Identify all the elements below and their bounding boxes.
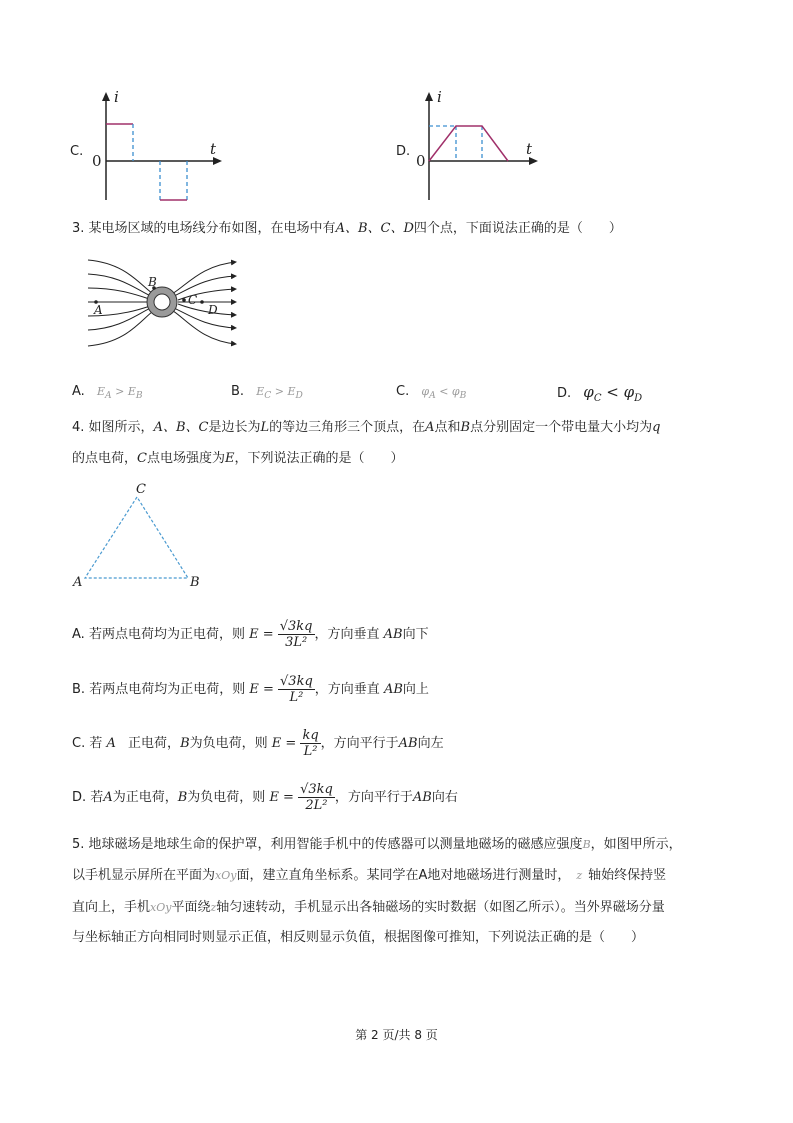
q4-option-b-num: √3kq <box>280 674 313 689</box>
q3-label-c: C <box>188 293 198 307</box>
q4-option-c-den: L² <box>303 744 318 759</box>
graph-d <box>396 90 556 205</box>
q4-l2-C: C <box>137 451 147 466</box>
q4-label-c: C <box>136 482 146 497</box>
q4-option-b-tail: 向上 <box>402 682 429 697</box>
q3-label-d: D <box>208 303 218 317</box>
q4-option-d-mid: 为正电荷， <box>112 790 178 805</box>
q5-l3-xoy: xOy <box>150 901 172 914</box>
q3-option-d-key: D. <box>557 386 572 401</box>
q4-option-d-tail: 向右 <box>431 790 458 805</box>
q5-line3 <box>72 898 665 918</box>
q3-option-c-key: C. <box>396 384 410 399</box>
field-line-bot-3b <box>178 304 236 315</box>
q3-option-d-s2: D <box>634 393 643 404</box>
graph-c-i-label: i <box>114 88 119 106</box>
graph-c-t-label: t <box>210 140 217 158</box>
q4-option-a-tail: 向下 <box>402 627 429 642</box>
q5-line1 <box>72 835 682 855</box>
q4-option-d-ab: AB <box>412 790 432 805</box>
q3-label-a: A <box>94 303 103 317</box>
q4-option-c-mid: 正电荷， <box>128 736 181 751</box>
q4-option-a-ab: AB <box>383 627 403 642</box>
q4-stem-line2 <box>72 449 404 469</box>
q4-l2b: 点电场强度为 <box>146 451 225 466</box>
q4-option-c-post: ，方向平行于 <box>320 736 399 751</box>
q3-option-d-op: < <box>606 383 619 401</box>
q4-option-a-key: A. <box>72 627 85 642</box>
q5-l3-z: z <box>210 901 217 914</box>
graph-d-i-label: i <box>437 88 442 106</box>
q3-charge-core <box>154 294 170 310</box>
q4-option-b[interactable] <box>72 670 429 710</box>
q3-point-d <box>200 300 204 304</box>
q4-option-d-num: √3kq <box>300 782 333 797</box>
q4-option-c-num: kq <box>302 728 319 743</box>
q4-option-d-b: B <box>177 790 188 805</box>
q3-label-b: B <box>148 275 157 289</box>
q4-option-a-frac <box>278 619 315 650</box>
q3-option-b-e1: E <box>256 385 265 398</box>
q4-l1a: 如图所示， <box>88 420 154 435</box>
q3-option-b-op: > <box>274 385 284 398</box>
q4-option-a-den: 3L² <box>285 635 308 650</box>
q4-option-c-pre: 若 <box>89 736 103 751</box>
q5-l2-xoy: xOy <box>215 869 237 882</box>
graph-d-t-arrow <box>529 157 538 165</box>
q4-option-a-post: ，方向垂直 <box>314 627 380 642</box>
q4-option-b-frac <box>278 674 315 705</box>
q5-l1-B: B <box>582 838 591 851</box>
q5-l1b: ，如图甲所示， <box>590 837 682 852</box>
q4-l1c: 的等边三角形三个顶点，在 <box>269 420 426 435</box>
q4-option-c-tail: 向左 <box>417 736 444 751</box>
q4-option-c-ab: AB <box>398 736 418 751</box>
field-line-top-3 <box>88 288 156 301</box>
q3-option-b[interactable] <box>231 382 303 406</box>
q4-option-b-ab: AB <box>383 682 403 697</box>
q3-number: 3. <box>72 221 85 236</box>
q5-line4 <box>72 928 644 948</box>
q4-option-c-b: B <box>180 736 190 751</box>
q3-stem-text-a: 某电场区域的电场线分布如图，在电场中有 <box>88 221 336 236</box>
q4-l1-L: L <box>260 420 270 435</box>
graph-c <box>70 90 240 205</box>
q5-number: 5. <box>72 837 85 852</box>
q4-l1-q: q <box>652 420 661 435</box>
q4-l2a: 的点电荷， <box>72 451 138 466</box>
q3-option-c-op: < <box>439 385 449 398</box>
q4-l2-E: E <box>224 451 235 466</box>
q3-option-a-key: A. <box>72 384 85 399</box>
q4-option-a-lhs: E = <box>249 627 274 642</box>
q3-option-a-e2: E <box>127 385 136 398</box>
q5-line2 <box>72 866 666 886</box>
q4-option-b-lhs: E = <box>249 682 274 697</box>
q4-option-c-frac <box>300 728 320 759</box>
q4-option-b-pre: 若两点电荷均为正电荷，则 <box>89 682 246 697</box>
q4-option-d-mid2: 为负电荷，则 <box>187 790 266 805</box>
q3-stem <box>72 219 622 239</box>
q5-l3c: 轴匀速转动，手机显示出各轴磁场的实时数据（如图乙所示）。当外界磁场分量 <box>216 900 665 915</box>
q3-option-c-s2: B <box>459 390 467 402</box>
graph-d-current-trapezoid <box>429 126 508 161</box>
graph-c-option-label: C. <box>70 144 84 159</box>
q3-point-c <box>182 298 186 302</box>
q3-option-b-s2: D <box>295 390 303 402</box>
q4-option-d[interactable] <box>72 778 458 818</box>
q4-option-c[interactable] <box>72 724 444 764</box>
q3-option-c-e1: φ <box>421 385 430 398</box>
page-footer: 第 2 页/共 8 页 <box>355 1028 438 1042</box>
field-line-top-3b <box>178 289 236 300</box>
q4-option-c-lhs: E = <box>271 736 297 751</box>
q4-option-c-key: C. <box>72 736 86 751</box>
q3-option-a-s1: A <box>104 390 112 402</box>
q3-option-a[interactable] <box>72 382 143 406</box>
q4-option-a-pre: 若两点电荷均为正电荷，则 <box>88 627 245 642</box>
q4-l1e: 点分别固定一个带电量大小均为 <box>470 420 653 435</box>
graph-d-t-label: t <box>526 140 533 158</box>
q4-l1-pts: A、B、C <box>153 420 209 435</box>
q3-option-d-e2: φ <box>623 383 635 401</box>
q4-option-d-pre: 若 <box>90 790 104 805</box>
q5-l2a: 以手机显示屏所在平面为 <box>72 868 216 883</box>
q4-option-d-post: ，方向平行于 <box>334 790 413 805</box>
q3-field-lines <box>84 252 244 356</box>
q4-l1b: 是边长为 <box>208 420 261 435</box>
graph-d-i-arrow <box>425 92 433 101</box>
q4-option-b-key: B. <box>72 682 86 697</box>
q5-l4: 与坐标轴正方向相同时则显示正值，相反则显示负值，根据图像可推知，下列说法正确的是（ ） <box>72 930 645 945</box>
q3-option-c-e2: φ <box>451 385 460 398</box>
q3-option-b-e2: E <box>287 385 296 398</box>
q4-number: 4. <box>72 420 85 435</box>
q3-option-d[interactable] <box>557 382 642 409</box>
q4-option-c-a: A <box>106 736 116 751</box>
q4-option-d-key: D. <box>72 790 87 805</box>
q4-stem-line1 <box>72 418 660 438</box>
q4-option-d-lhs: E = <box>269 790 294 805</box>
q3-option-b-key: B. <box>231 384 245 399</box>
q5-l2b: 面，建立直角坐标系。某同学在A地对地磁场进行测量时， <box>236 868 571 883</box>
q3-option-c[interactable] <box>396 382 466 406</box>
q3-option-a-op: > <box>115 385 125 398</box>
q3-option-d-e1: φ <box>583 383 594 401</box>
q4-option-d-frac <box>298 782 335 813</box>
q3-stem-text-b: 四个点，下面说法正确的是（ ） <box>413 221 622 236</box>
graph-d-origin-label: 0 <box>416 152 426 170</box>
q3-option-a-s2: B <box>135 390 143 402</box>
q5-l3a: 直向上，手机 <box>72 900 151 915</box>
q4-label-b: B <box>190 575 200 590</box>
q3-points: A、B、C、D <box>335 221 414 236</box>
q3-option-c-s1: A <box>429 390 436 402</box>
graph-c-t-arrow <box>213 157 222 165</box>
q4-l1d: 点和 <box>434 420 461 435</box>
q3-option-d-s1: C <box>593 393 602 404</box>
q4-option-d-den: 2L² <box>305 798 328 813</box>
q5-l2-z: z <box>576 869 583 882</box>
q4-l1-A: A <box>425 420 435 435</box>
q3-option-b-s1: C <box>264 390 272 402</box>
q4-triangle-diagram <box>72 480 212 590</box>
graph-c-origin-label: 0 <box>92 152 102 170</box>
q4-label-a: A <box>73 575 83 590</box>
q3-option-a-e1: E <box>96 385 105 398</box>
graph-c-i-arrow <box>102 92 110 101</box>
q4-option-a-num: √3kq <box>279 619 313 634</box>
q4-option-d-a: A <box>103 790 113 805</box>
q4-l2c: ，下列说法正确的是（ ） <box>234 451 404 466</box>
q3-field-diagram <box>84 252 244 356</box>
q4-l1-B: B <box>460 420 471 435</box>
q5-l3b: 平面绕 <box>171 900 211 915</box>
graph-d-option-label: D. <box>396 144 411 159</box>
q5-l1a: 地球磁场是地球生命的保护罩，利用智能手机中的传感器可以测量地磁场的磁感应强度 <box>88 837 583 852</box>
q4-option-a[interactable] <box>72 615 429 655</box>
q4-option-b-den: L² <box>289 690 304 705</box>
q5-l2c: 轴始终保持竖 <box>588 868 667 883</box>
q4-option-b-post: ，方向垂直 <box>314 682 380 697</box>
q4-option-c-mid2: 为负电荷，则 <box>189 736 268 751</box>
